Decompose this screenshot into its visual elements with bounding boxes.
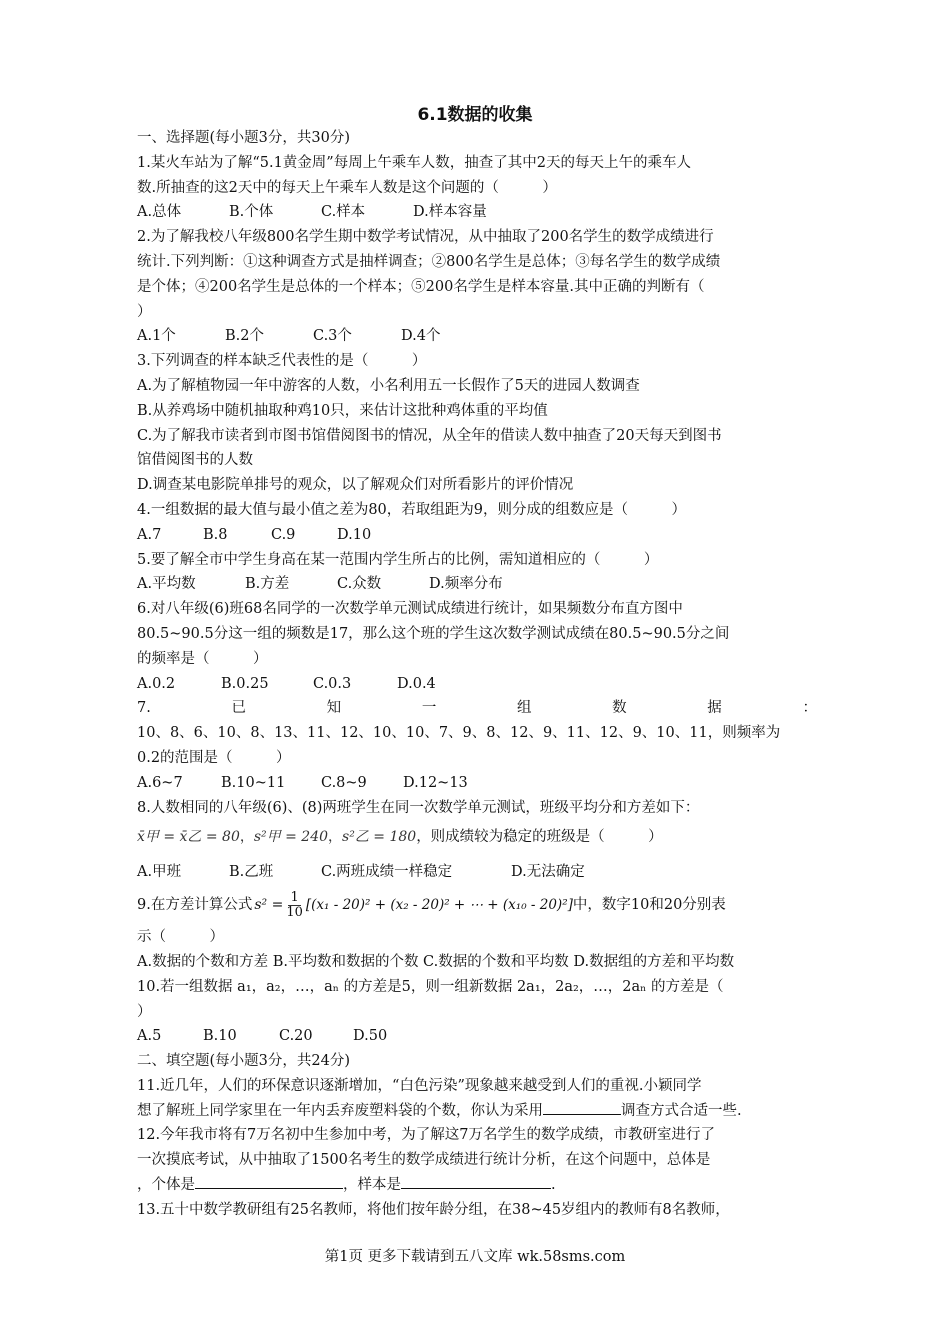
q8-formula-var-b: s²乙 = 180 (342, 828, 417, 845)
q3-option-b: B.从养鸡场中随机抽取种鸡10只，来估计这批种鸡体重的平均值 (137, 402, 548, 419)
q8-formula-line: x̄甲 = x̄乙 = 80 ， s²甲 = 240 ， s²乙 = 180 ，则成绩较为稳定的班级是（ ） (137, 820, 817, 854)
q12-line3c: . (551, 1177, 556, 1194)
section-heading-fill: 二、填空题(每小题3分，共24分) (137, 1053, 350, 1070)
q2-option-a: A.1个 (137, 328, 176, 345)
q2-options (137, 324, 817, 349)
q6-line2: 80.5~90.5分这一组的频数是17，那么这个班的学生这次数学测试成绩在80.5~90.5分之间 (137, 625, 730, 642)
q5-option-b: B.方差 (245, 576, 290, 593)
q7-word-1: 7. (137, 700, 151, 717)
q7-word-2: 已 (231, 700, 246, 717)
q8-option-d: D.无法确定 (511, 864, 585, 881)
document-body (137, 126, 817, 1223)
q4-options (137, 523, 817, 548)
q6-option-a: A.0.2 (137, 675, 176, 692)
q10-option-b: B.10 (203, 1028, 237, 1045)
q10-option-a: A.5 (137, 1028, 162, 1045)
q6-option-d: D.0.4 (397, 675, 436, 692)
q1-options (137, 200, 817, 225)
q12-line2: 一次摸底考试，从中抽取了1500名考生的数学成绩进行统计分析，在这个问题中，总体是 (137, 1152, 711, 1169)
q9-frac-num: 1 (290, 889, 299, 905)
q10-line1: 10.若一组数据 a₁，a₂，…，aₙ 的方差是5，则一组新数据 2a₁，2a₂，…，2aₙ 的方差是（ (137, 978, 724, 995)
q6-line3: 的频率是（ ） (137, 650, 268, 667)
q11-line1: 11.近几年，人们的环保意识逐渐增加，“白色污染”现象越来越受到人们的重视.小颖同学 (137, 1077, 702, 1094)
q7-option-d: D.12~13 (403, 774, 468, 791)
q9-line1 (137, 885, 817, 925)
q5-options (137, 572, 817, 597)
q2-option-d: D.4个 (401, 328, 441, 345)
q7-word-4: 一 (421, 700, 437, 717)
q7-option-b: B.10~11 (221, 774, 286, 791)
q4-option-d: D.10 (337, 526, 372, 543)
q7-word-8: ： (802, 700, 817, 717)
q2-option-b: B.2个 (225, 328, 264, 345)
q8-option-a: A.甲班 (137, 864, 182, 881)
q7-options (137, 771, 817, 796)
q4-option-b: B.8 (203, 526, 228, 543)
q3-line1: 3.下列调查的样本缺乏代表性的是（ ） (137, 353, 427, 370)
q5-line1: 5.要了解全市中学生身高在某一范围内学生所占的比例，需知道相应的（ ） (137, 551, 659, 568)
q9-formula-rhs: [(x₁ - 20)² + (x₂ - 20)² + ⋯ + (x₁₀ - 20)²] (305, 896, 573, 913)
q12-blank-individual[interactable] (195, 1174, 343, 1189)
q7-word-7: 据 (707, 700, 722, 717)
q3-option-a: A.为了解植物园一年中游客的人数，小名利用五一长假作了5天的进园人数调查 (137, 377, 640, 394)
q12-blank-sample[interactable] (401, 1174, 551, 1189)
q1-option-a: A.总体 (137, 204, 182, 221)
q7-line1 (137, 696, 817, 721)
section-heading-choice: 一、选择题(每小题3分，共30分) (137, 130, 350, 146)
q10-option-d: D.50 (353, 1028, 388, 1045)
q1-line1: 1.某火车站为了解“5.1黄金周”每周上午乘车人数，抽查了其中2天的每天上午的乘车人 (137, 154, 691, 171)
q9-post: 中，数字10和20分别表 (572, 896, 726, 913)
page-title: 6.1数据的收集 (417, 105, 533, 125)
q1-option-c: C.样本 (321, 204, 366, 221)
q7-word-3: 知 (326, 700, 342, 717)
q6-option-c: C.0.3 (313, 675, 352, 692)
q9-formula-fraction (286, 891, 303, 920)
q8-line1: 8.人数相同的八年级(6)、(8)两班学生在同一次数学单元测试，班级平均分和方差如下： (137, 799, 700, 816)
q12-line3a: ，个体是 (137, 1177, 195, 1194)
q3-option-d: D.调查某电影院单排号的观众，以了解观众们对所看影片的评价情况 (137, 477, 574, 494)
q7-option-c: C.8~9 (321, 774, 367, 791)
q7-line3: 0.2的范围是（ ） (137, 749, 291, 766)
q7-line2: 10、8、6、10、8、13、11、12、10、10、7、9、8、12、9、11、12、9、10、11，则频率为 (137, 725, 781, 742)
q8-line2: ，则成绩较为稳定的班级是（ ） (416, 828, 663, 845)
q8-option-c: C.两班成绩一样稳定 (321, 864, 453, 881)
q10-options (137, 1024, 817, 1049)
q8-option-b: B.乙班 (229, 864, 274, 881)
q12-line3 (137, 1173, 817, 1198)
q9-options: A.数据的个数和方差 B.平均数和数据的个数 C.数据的个数和平均数 D.数据组的方差和平均数 (137, 953, 735, 970)
q6-option-b: B.0.25 (221, 675, 269, 692)
q1-option-b: B.个体 (229, 204, 274, 221)
q9-pre: 9.在方差计算公式 (137, 896, 253, 913)
q5-option-c: C.众数 (337, 576, 382, 593)
q2-line4: ） (137, 303, 152, 320)
q2-line3: 是个体；④200名学生是总体的一个样本；⑤200名学生是样本容量.其中正确的判断有（ (137, 278, 705, 295)
q3-option-c-line2: 馆借阅图书的人数 (137, 452, 253, 469)
q8-options (137, 860, 817, 885)
q7-word-5: 组 (516, 700, 532, 717)
q9-frac-den: 10 (286, 904, 303, 920)
q12-line1: 12.今年我市将有7万名初中生参加中考，为了解这7万名学生的数学成绩，市教研室进行了 (137, 1127, 716, 1144)
q7-word-6: 数 (612, 700, 627, 717)
q7-option-a: A.6~7 (137, 774, 183, 791)
q13-line1: 13.五十中数学教研组有25名教师，将他们按年龄分组，在38~45岁组内的教师有8名教师， (137, 1201, 730, 1218)
q12-line3b: ，样本是 (343, 1177, 401, 1194)
q5-option-d: D.频率分布 (429, 576, 503, 593)
q11-line2b: 调查方式合适一些. (621, 1102, 742, 1119)
q4-line1: 4.一组数据的最大值与最小值之差为80，若取组距为9，则分成的组数应是（ ） (137, 501, 687, 518)
q11-line2a: 想了解班上同学家里在一年内丢弃废塑料袋的个数，你认为采用 (137, 1102, 543, 1119)
q4-option-a: A.7 (137, 526, 162, 543)
q2-line2: 统计.下列判断：①这种调查方式是抽样调查；②800名学生是总体；③每名学生的数学成绩 (137, 253, 721, 270)
q2-option-c: C.3个 (313, 328, 352, 345)
q11-blank[interactable] (543, 1100, 621, 1115)
q8-formula-mean: x̄甲 = x̄乙 = 80 (137, 828, 240, 845)
q5-option-a: A.平均数 (137, 576, 196, 593)
q10-line2: ） (137, 1003, 152, 1020)
page-footer: 第1页 更多下载请到五八文库 wk.58sms.com (324, 1249, 626, 1265)
q10-option-c: C.20 (279, 1028, 313, 1045)
q8-formula-var-a: s²甲 = 240 (253, 828, 329, 845)
q9-line2: 示（ ） (137, 929, 224, 946)
q2-line1: 2.为了解我校八年级800名学生期中数学考试情况，从中抽取了200名学生的数学成绩进行 (137, 229, 714, 246)
q1-option-d: D.样本容量 (413, 204, 487, 221)
q11-line2 (137, 1099, 817, 1124)
q9-formula-lhs: s² = (254, 896, 284, 913)
q6-line1: 6.对八年级(6)班68名同学的一次数学单元测试成绩进行统计，如果频数分布直方图中 (137, 601, 683, 618)
q3-option-c-line1: C.为了解我市读者到市图书馆借阅图书的情况，从全年的借读人数中抽查了20天每天到图书 (137, 427, 722, 444)
q6-options (137, 672, 817, 697)
q4-option-c: C.9 (271, 526, 296, 543)
q1-line2: 数.所抽查的这2天中的每天上午乘车人数是这个问题的（ ） (137, 179, 557, 196)
